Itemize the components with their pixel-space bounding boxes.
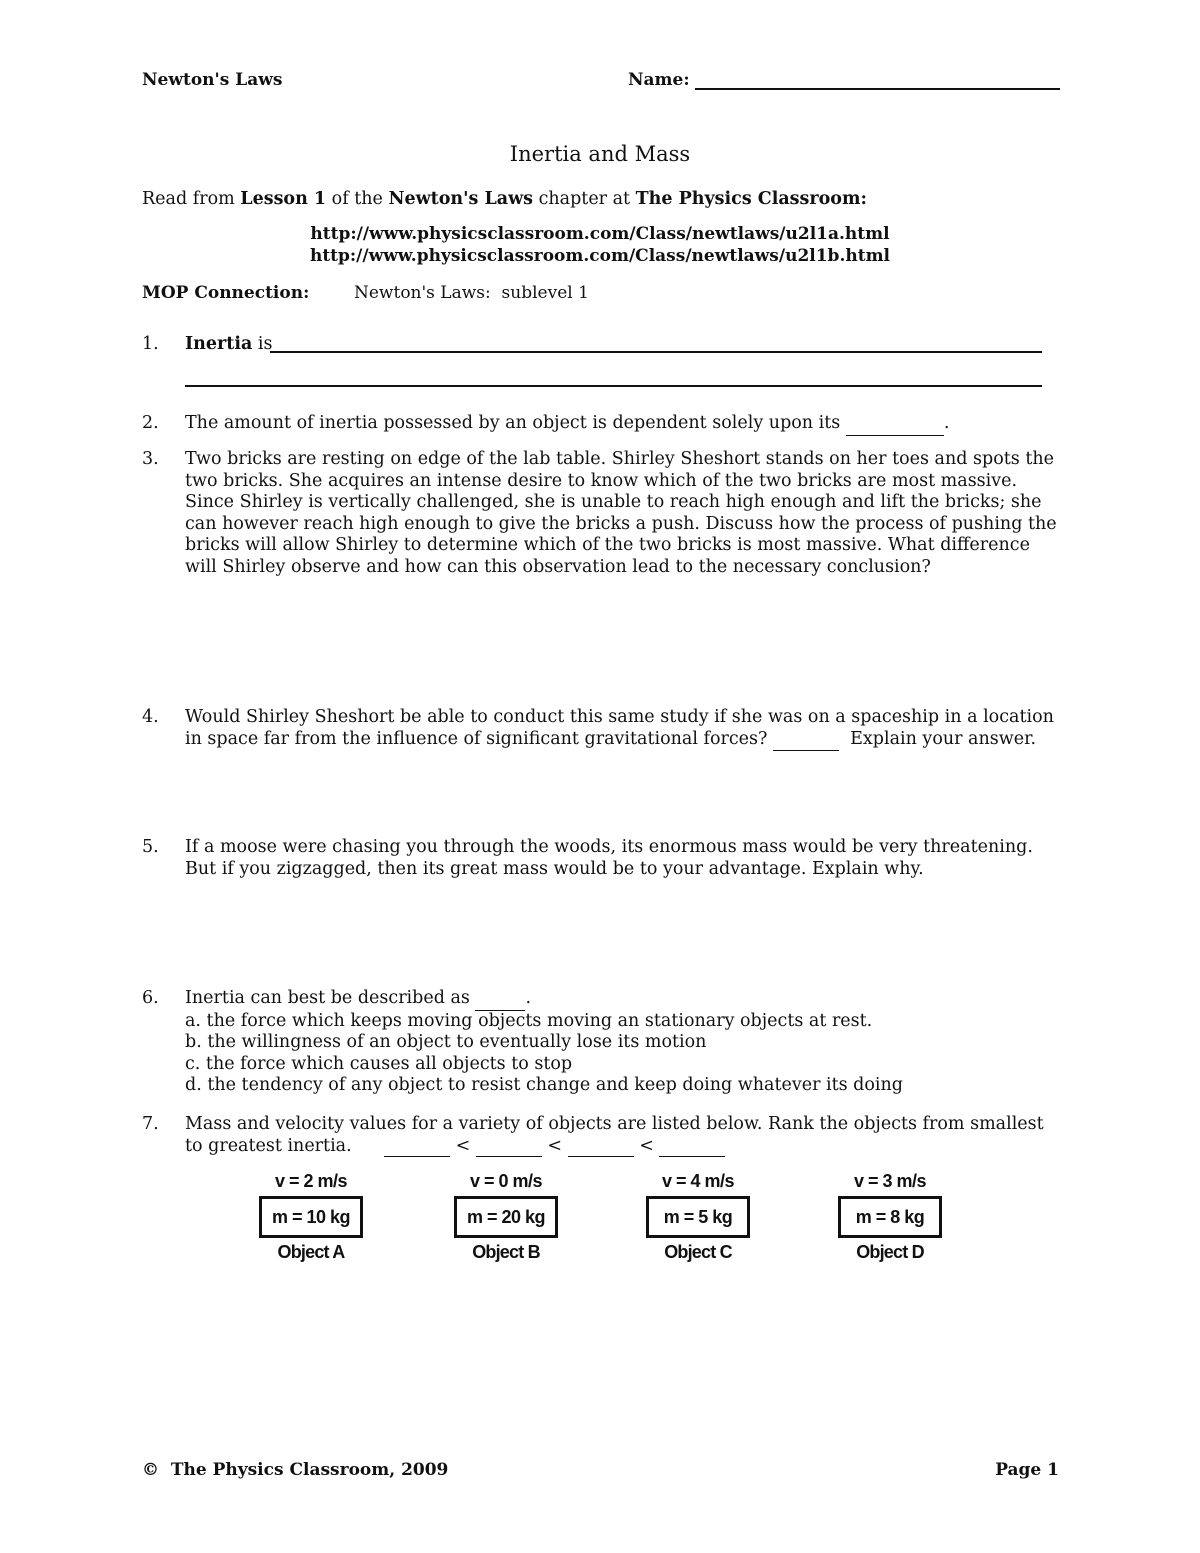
rank-blank-4[interactable] <box>659 1136 725 1157</box>
object-mass-box: m = 5 kg <box>646 1196 750 1238</box>
question-text: If a moose were chasing you through the woods, its enormous mass would be very threatening. But if you zigzagged, then its great mass would be to your advantage. Explain why. <box>185 837 1033 879</box>
lesson-url-b[interactable]: http://www.physicsclassroom.com/Class/newtlaws/u2l1b.html <box>309 246 891 266</box>
question-number: 3. <box>142 449 159 469</box>
name-label: Name: <box>628 70 690 90</box>
object-velocity: v = 4 m/s <box>661 1171 735 1191</box>
object-label: Object D <box>856 1242 924 1262</box>
question-number: 6. <box>142 988 159 1008</box>
question-4 <box>142 707 1062 753</box>
less-than: < <box>547 1136 563 1156</box>
object-c <box>633 1171 763 1263</box>
answer-blank[interactable] <box>846 413 944 436</box>
q6-end: . <box>525 988 532 1008</box>
ranking-blanks <box>384 1136 725 1157</box>
q6-stem <box>185 988 1065 1011</box>
page-number: Page 1 <box>995 1460 1059 1480</box>
q4-text: Would Shirley Sheshort be able to conduct this same study if she was on a spaceship in a location in space far from the influence of significant gravitational forces? <box>185 707 1054 749</box>
question-number: 2. <box>142 413 159 433</box>
site-name: The Physics Classroom: <box>635 189 867 209</box>
q2-end: . <box>943 413 950 433</box>
question-text <box>185 988 1065 1097</box>
object-mass-box: m = 10 kg <box>259 1196 363 1238</box>
read-mid2: chapter at <box>533 189 636 209</box>
read-mid1: of the <box>326 189 389 209</box>
q6-text: Inertia can best be described as <box>185 988 470 1008</box>
choice-b[interactable]: b. the willingness of an object to eventually lose its motion <box>185 1032 707 1052</box>
rank-blank-3[interactable] <box>568 1136 634 1157</box>
q2-text: The amount of inertia possessed by an object is dependent solely upon its <box>185 413 841 433</box>
rank-blank-2[interactable] <box>476 1136 542 1157</box>
question-number: 4. <box>142 707 159 727</box>
header-course: Newton's Laws <box>142 70 283 90</box>
question-3 <box>142 449 1062 579</box>
object-velocity: v = 0 m/s <box>469 1171 543 1191</box>
answer-line-2[interactable] <box>185 385 1042 387</box>
question-6 <box>142 988 1062 1098</box>
object-label: Object B <box>472 1242 540 1262</box>
choice-c[interactable]: c. the force which causes all objects to stop <box>185 1053 573 1074</box>
question-2 <box>142 413 1062 435</box>
answer-blank[interactable] <box>475 988 525 1011</box>
answer-blank[interactable] <box>773 729 839 752</box>
question-text <box>185 413 1065 436</box>
mop-connection <box>142 283 589 303</box>
question-text <box>185 707 1065 751</box>
lesson-url-a[interactable]: http://www.physicsclassroom.com/Class/newtlaws/u2l1a.html <box>310 224 890 244</box>
q1-rest: is <box>252 334 273 354</box>
inertia-term: Inertia <box>185 334 253 354</box>
object-label: Object C <box>664 1242 732 1262</box>
read-prefix: Read from <box>142 189 241 209</box>
page-title: Inertia and Mass <box>509 142 691 166</box>
less-than: < <box>455 1136 471 1156</box>
lesson-name: Lesson 1 <box>240 189 327 209</box>
question-text: Mass and velocity values for a variety of objects are listed below. Rank the objects from smallest to greatest inertia. <box>185 1114 1044 1156</box>
question-number: 5. <box>142 837 159 857</box>
chapter-name: Newton's Laws <box>388 189 534 209</box>
mop-value: Newton's Laws: sublevel 1 <box>354 283 589 303</box>
footer-copyright: © The Physics Classroom, 2009 <box>142 1460 449 1480</box>
question-number: 7. <box>142 1114 159 1134</box>
answer-line-1[interactable] <box>270 351 1042 353</box>
mop-label: MOP Connection: <box>142 283 310 303</box>
object-velocity: v = 2 m/s <box>274 1171 348 1191</box>
question-text: Two bricks are resting on edge of the lab table. Shirley Sheshort stands on her toes and spots the two bricks. She acquires an intense desire to know which of the two bricks are most massive. Since Shirley is vertically challenged, she is unable to reach high enough and lift the bricks; she can however reach high enough to give the bricks a push. Discuss how the process of pushing the bricks will allow Shirley to determine which of the two bricks is most massive. What difference will Shirley observe and how can this observation lead to the necessary conclusion? <box>185 449 1057 577</box>
q4-after: Explain your answer. <box>850 728 1037 749</box>
less-than: < <box>639 1136 654 1156</box>
question-number: 1. <box>142 334 159 354</box>
object-mass-box: m = 8 kg <box>838 1196 942 1238</box>
object-a <box>246 1171 376 1263</box>
reading-instruction <box>142 189 867 209</box>
object-velocity: v = 3 m/s <box>853 1171 927 1191</box>
choice-a[interactable]: a. the force which keeps moving objects moving an stationary objects at rest. <box>185 1010 873 1031</box>
question-5 <box>142 837 1062 883</box>
object-b <box>441 1171 571 1263</box>
object-mass-box: m = 20 kg <box>454 1196 558 1238</box>
choice-d[interactable]: d. the tendency of any object to resist change and keep doing whatever its doing <box>185 1075 903 1095</box>
question-1 <box>142 334 1062 394</box>
rank-blank-1[interactable] <box>384 1136 450 1157</box>
name-blank[interactable] <box>695 88 1060 90</box>
object-d <box>825 1171 955 1263</box>
object-label: Object A <box>277 1242 345 1262</box>
